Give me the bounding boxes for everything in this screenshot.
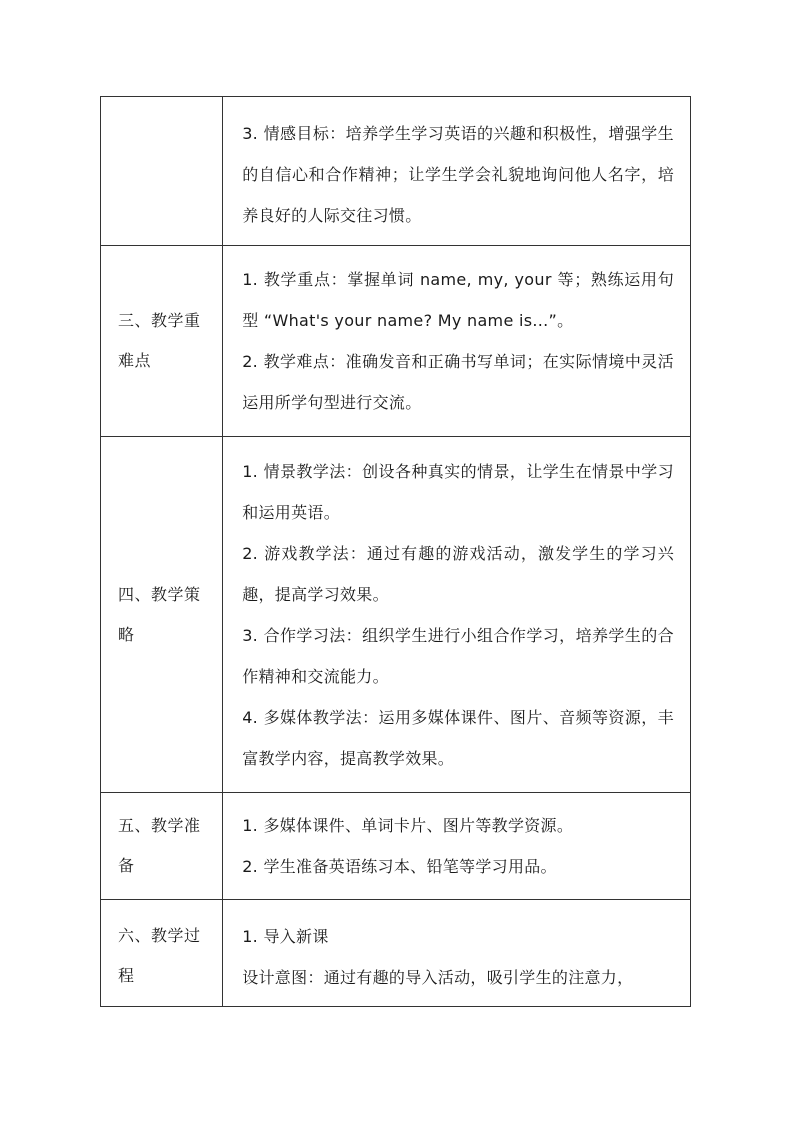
content-paragraph: 1. 导入新课 [242, 927, 329, 946]
content-paragraph: 1. 多媒体课件、单词卡片、图片等教学资源。 [242, 816, 574, 835]
row-content [223, 793, 691, 900]
row-label: 三、教学重难点 [101, 246, 223, 437]
table-row-teaching-strategies [101, 437, 691, 793]
content-paragraph: 3. 合作学习法：组织学生进行小组合作学习，培养学生的合作精神和交流能力。 [242, 625, 674, 686]
content-paragraph: 1. 情景教学法：创设各种真实的情景，让学生在情景中学习和运用英语。 [242, 461, 674, 522]
table-row-teaching-process [101, 900, 691, 1007]
row-content [223, 437, 691, 793]
content-paragraph: 2. 学生准备英语练习本、铅笔等学习用品。 [242, 857, 557, 876]
row-content [223, 246, 691, 437]
row-label: 六、教学过程 [101, 900, 223, 1007]
content-paragraph: 2. 教学难点：准确发音和正确书写单词；在实际情境中灵活运用所学句型进行交流。 [242, 352, 674, 412]
table-row-emotional-goal [101, 97, 691, 246]
content-paragraph: 设计意图：通过有趣的导入活动，吸引学生的注意力， [242, 968, 634, 987]
content-paragraph: 4. 多媒体教学法：运用多媒体课件、图片、音频等资源，丰富教学内容，提高教学效果。 [242, 707, 674, 768]
table-row-key-points [101, 246, 691, 437]
row-label [101, 97, 223, 246]
content-paragraph: 1. 教学重点：掌握单词 name, my, your 等；熟练运用句型 “What's your name? My name is...”。 [242, 270, 674, 330]
row-content [223, 900, 691, 1007]
table-row-teaching-preparation [101, 793, 691, 900]
row-content [223, 97, 691, 246]
content-paragraph: 2. 游戏教学法：通过有趣的游戏活动，激发学生的学习兴趣，提高学习效果。 [242, 543, 674, 604]
lesson-plan-table [100, 96, 691, 1007]
row-label: 五、教学准备 [101, 793, 223, 900]
content-paragraph: 3. 情感目标：培养学生学习英语的兴趣和积极性，增强学生的自信心和合作精神；让学生学会礼貌地询问他人名字，培养良好的人际交往习惯。 [242, 123, 674, 225]
row-label: 四、教学策略 [101, 437, 223, 793]
